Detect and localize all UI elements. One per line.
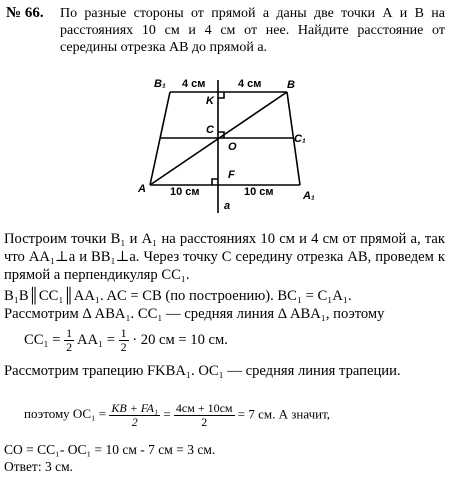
label-bottom-left-10cm: 10 см	[170, 186, 200, 198]
label-a1: A₁	[303, 190, 315, 202]
fraction-kb-fa1: $\frac{\text{KB + FA₁}}{2}$	[111, 401, 159, 429]
fraction-half-2: $\frac{1}{2}$	[120, 326, 127, 354]
answer: Ответ: 3 см.	[4, 459, 73, 474]
label-a: A	[138, 183, 146, 195]
label-k: K	[206, 95, 214, 107]
problem-statement: По разные стороны от прямой а даны две точки А и В на расстояниях 10 см и 4 см от нее. Найдите расстояние от середины отрезка АВ до прямой а.	[60, 6, 445, 55]
label-f: F	[228, 169, 235, 181]
oc1-equation	[4, 402, 330, 429]
cc1-lhs: CC₁ =	[24, 331, 61, 348]
label-top-left-4cm: 4 см	[182, 78, 206, 90]
fraction-half-1: $\frac{1}{2}$	[66, 326, 73, 354]
right-angle-k	[218, 92, 224, 98]
aa1-term: AA₁ =	[76, 331, 115, 348]
cc1-equation	[4, 327, 228, 354]
problem-number: № 66.	[6, 5, 44, 21]
label-c1: C₁	[294, 133, 306, 145]
solution-paragraph-1: Построим точки B₁ и A₁ на расстояниях 10 см и 4 см от прямой а, так что AA₁⊥a и BB₁⊥a. Через точку С середину отрезка АВ, проведем к прямой а перпендикуляр СС₁.	[4, 231, 445, 283]
equals-sign: =	[163, 406, 171, 422]
co-result: CO = CC₁- OC₁ = 10 см - 7 см = 3 см.	[4, 442, 216, 457]
cc1-rhs: · 20 см = 10 см.	[132, 331, 228, 348]
oc1-lhs: поэтому OC₁ =	[24, 406, 107, 422]
right-angle-f	[212, 179, 218, 185]
solution-triangle-line: Рассмотрим Δ ABA₁. CC₁ — средняя линия Δ ABA₁, поэтому	[4, 306, 385, 322]
label-o: O	[228, 141, 237, 153]
label-b: B	[287, 79, 295, 91]
label-c: C	[206, 124, 214, 136]
label-line-a: a	[224, 200, 231, 212]
label-top-right-4cm: 4 см	[238, 78, 262, 90]
label-bottom-right-10cm: 10 см	[244, 186, 274, 198]
fraction-4-10: $\frac{4см + 10см}{2}$	[175, 401, 233, 429]
oc1-rhs: = 7 см. А значит,	[237, 406, 331, 422]
solution-paragraph-3: Рассмотрим трапецию FKBA₁. OC₁ — средняя линия трапеции.	[4, 363, 401, 379]
geometry-figure	[0, 68, 449, 228]
label-b1: B₁	[154, 78, 166, 90]
solution-parallel-line: B₁B║CC₁║AA₁. AC = CB (по построению). BC₁ = C₁A₁.	[4, 288, 352, 304]
